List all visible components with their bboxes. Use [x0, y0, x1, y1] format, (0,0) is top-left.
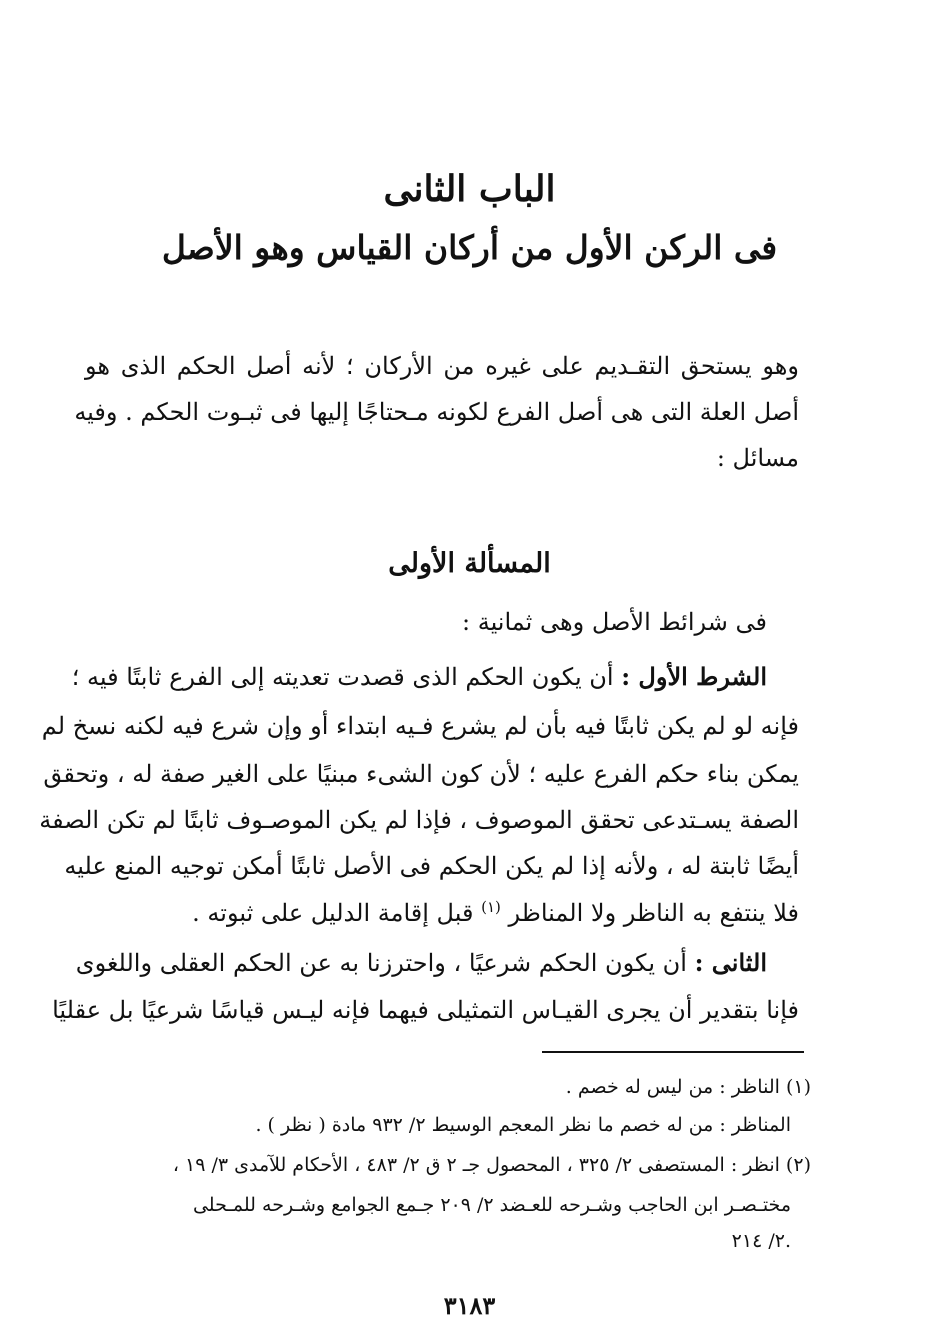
footnote-1-continuation: المناظر : من له خصم ما نظر المعجم الوسيط ٢/ ٩٣٢ مادة ( نظر ) .	[255, 1114, 791, 1136]
condition-1-line-2: فإنه لو لم يكن ثابتًا فيه بأن لم يشرع فـيه ابتداء أو وإن شرع فيه لكنه نسخ لم	[41, 712, 799, 740]
footnote-ref-1[interactable]: (١)	[481, 898, 501, 916]
condition-1-line-3: يمكن بناء حكم الفرع عليه ؛ لأن كون الشىء مبنيًا على الغير صفة له ، وتحقق	[43, 760, 799, 788]
chapter-title: الباب الثانى	[383, 168, 556, 210]
intro-line-1: وهو يستحق التقـديم على غيره من الأركان ؛ لأنه أصل الحكم الذى هو	[85, 352, 799, 380]
footnote-1: (١) الناظر : من ليس له خصم .	[565, 1076, 811, 1098]
intro-line-3: مسائل :	[716, 444, 799, 472]
footnote-2: (٢) انظر : المستصفى ٢/ ٣٢٥ ، المحصول جـ ٢ ق ٢/ ٤٨٣ ، الأحكام للآمدى ٣/ ١٩ ،	[172, 1154, 811, 1176]
condition-2-first-line	[76, 948, 767, 977]
condition-1-first-line	[72, 662, 767, 691]
condition-1-line-5: أيضًا ثابتة له ، ولأنه إذا لم يكن الحكم فى الأصل ثابتًا أمكن توجيه المنع عليه	[64, 852, 799, 880]
condition-1-line-6	[192, 898, 799, 927]
condition-1-label: الشرط الأول :	[621, 662, 767, 691]
footnote-divider	[542, 1051, 804, 1053]
footnote-2-continuation-1: مختـصـر ابن الحاجب وشـرحه للعـضد ٢/ ٢٠٩ جـمع الجوامع وشـرحه للمـحلى	[192, 1194, 791, 1216]
footnote-2-continuation-2: ٢/ ٢١٤.	[731, 1230, 791, 1252]
condition-2-text: أن يكون الحكم شرعيًا ، واحترزنا به عن الحكم العقلى واللغوى	[75, 949, 687, 977]
condition-1-last-after: قبل إقامة الدليل على ثبوته .	[192, 899, 474, 927]
chapter-subtitle: فى الركن الأول من أركان القياس وهو الأصل	[161, 228, 778, 267]
section-heading: المسألة الأولى	[388, 548, 551, 579]
condition-1-line-4: الصفة يسـتدعى تحقق الموصوف ، فإذا لم يكن الموصـوف ثابتًا لم تكن الصفة	[39, 806, 799, 834]
section-lead: فى شرائط الأصل وهى ثمانية :	[461, 608, 767, 636]
condition-1-last-before: فلا ينتفع به الناظر ولا المناظر	[508, 899, 799, 927]
intro-line-2: أصل العلة التى هى أصل الفرع لكونه مـحتاجًا إليها فى ثبـوت الحكم . وفيه	[74, 398, 799, 426]
condition-2-label: الثانى :	[694, 948, 767, 977]
condition-2-line-2: فإنا بتقدير أن يجرى القيـاس التمثيلى فيهما فإنه ليـس قياسًا شرعيًا بل عقليًا	[52, 996, 799, 1024]
page-number: ٣١٨٣	[443, 1291, 496, 1320]
condition-1-text: أن يكون الحكم الذى قصدت تعديته إلى الفرع ثابتًا فيه ؛	[71, 663, 614, 691]
